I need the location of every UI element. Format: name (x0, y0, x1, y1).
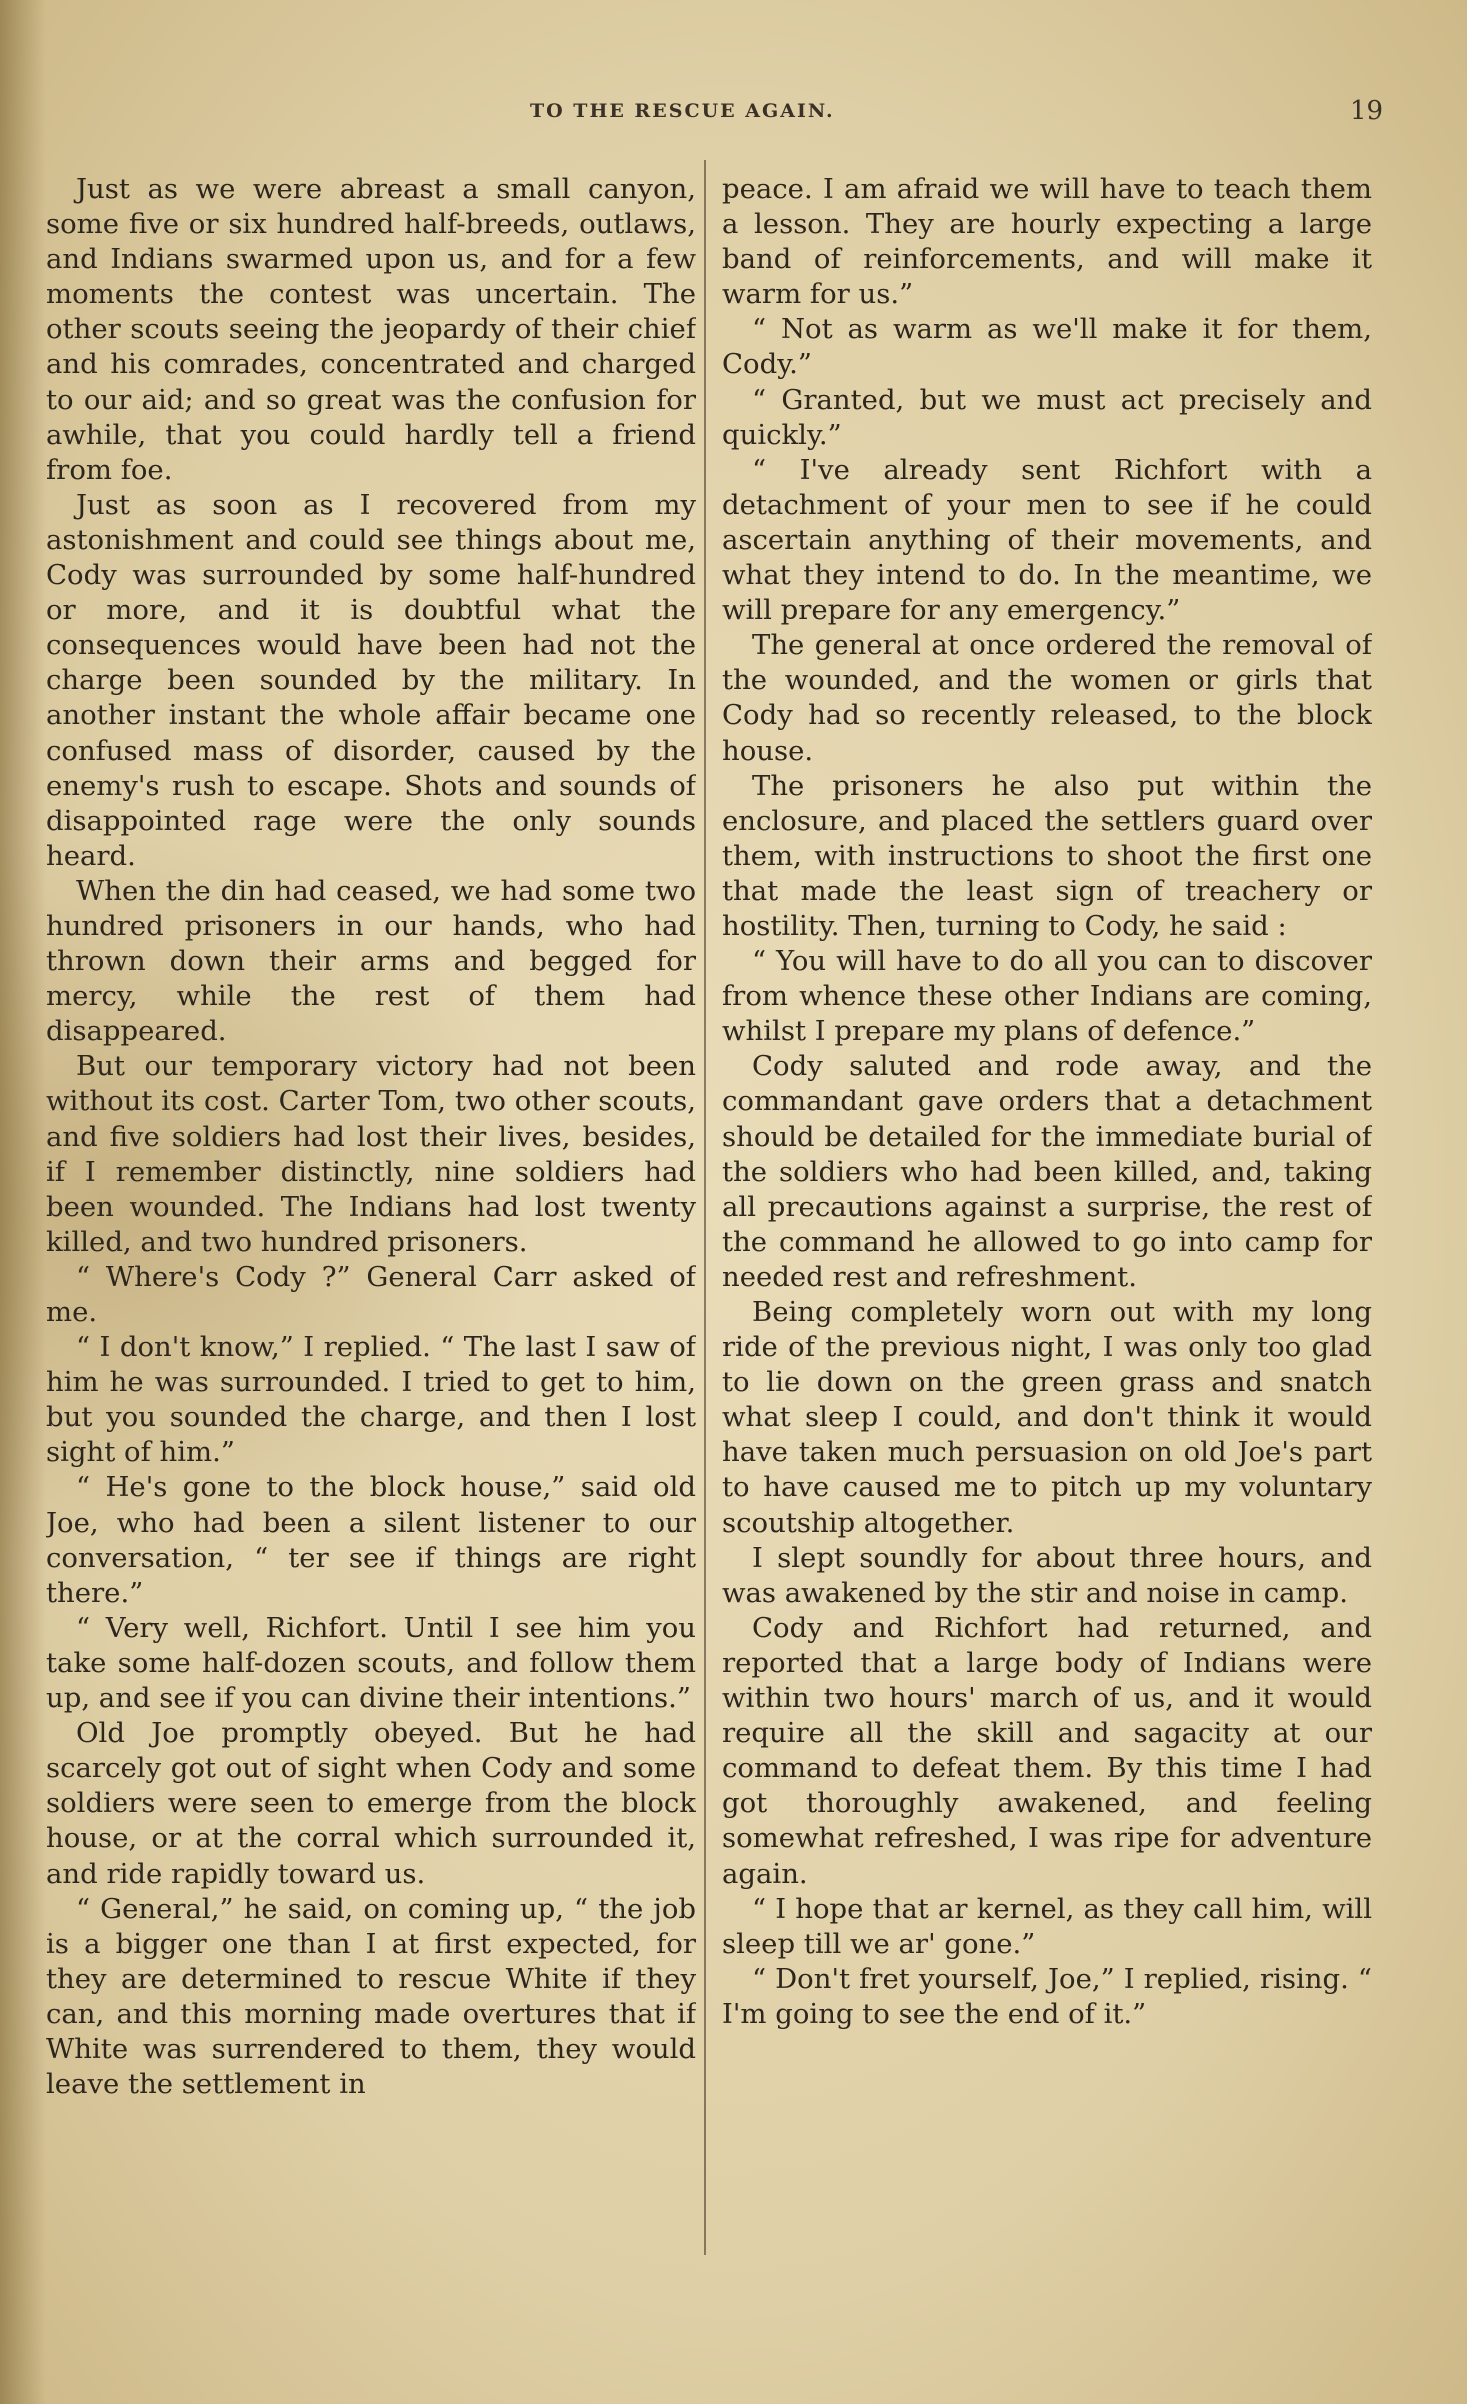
paragraph: Being completely worn out with my long ride of the previous night, I was only too glad to lie down on the green grass and snatch what sleep I could, and don't think it would have taken much persuasion on old Joe's part to have caused me to pitch up my voluntary scoutship altogether. (722, 1296, 1372, 1539)
paragraph: “ Not as warm as we'll make it for them, Cody.” (722, 313, 1372, 381)
paragraph: “ You will have to do all you can to discover from whence these other Indians are coming, whilst I prepare my plans of defence.” (722, 945, 1372, 1048)
paragraph: But our temporary victory had not been without its cost. Carter Tom, two other scouts, and five soldiers had lost their lives, besides, if I remember distinctly, nine soldiers had been wounded. The Indians had lost twenty killed, and two hundred prisoners. (46, 1050, 696, 1258)
paragraph: The prisoners he also put within the enclosure, and placed the settlers guard over them, with instructions to shoot the first one that made the least sign of treachery or hostility. Then, turning to Cody, he said : (722, 769, 1372, 942)
paragraph: Old Joe promptly obeyed. But he had scarcely got out of sight when Cody and some soldiers were seen to emerge from the block house, or at the corral which surrounded it, and ride rapidly toward us. (46, 1717, 696, 1890)
page-header (0, 96, 1467, 132)
left-column (46, 172, 696, 2252)
paragraph: “ I don't know,” I replied. “ The last I saw of him he was surrounded. I tried to get to him, but you sounded the charge, and then I lost sight of him.” (46, 1331, 696, 1469)
paragraph: “ Granted, but we must act precisely and quickly.” (722, 383, 1372, 451)
paragraph: “ I hope that ar kernel, as they call him, will sleep till we ar' gone.” (722, 1892, 1372, 1960)
paragraph: “ He's gone to the block house,” said old Joe, who had been a silent listener to our conversation, “ ter see if things are right there.” (46, 1471, 696, 1609)
page-gutter-shadow (0, 0, 46, 2404)
paragraph: “ Don't fret yourself, Joe,” I replied, rising. “ I'm going to see the end of it.” (722, 1962, 1372, 2030)
paragraph: Just as we were abreast a small canyon, some five or six hundred half-breeds, outlaws, and Indians swarmed upon us, and for a few moments the contest was uncertain. The other scouts seeing the jeopardy of their chief and his comrades, concentrated and charged to our aid; and so great was the confusion for awhile, that you could hardly tell a friend from foe. (46, 173, 696, 486)
paragraph: Cody saluted and rode away, and the commandant gave orders that a detachment should be detailed for the immediate burial of the soldiers who had been killed, and, taking all precautions against a surprise, the rest of the command he allowed to go into camp for needed rest and refreshment. (722, 1050, 1372, 1293)
paragraph: “ Very well, Richfort. Until I see him you take some half-dozen scouts, and follow them up, and see if you can divine their intentions.” (46, 1611, 696, 1715)
paragraph: When the din had ceased, we had some two hundred prisoners in our hands, who had thrown down their arms and begged for mercy, while the rest of them had disappeared. (46, 874, 696, 1048)
paragraph: “ Where's Cody ?” General Carr asked of me. (46, 1260, 696, 1328)
continued-paragraph: peace. I am afraid we will have to teach them a lesson. They are hourly expecting a large band of reinforcements, and will make it warm for us.” (722, 173, 1372, 311)
running-title: TO THE RESCUE AGAIN. (530, 100, 835, 122)
right-column (722, 172, 1372, 2252)
paragraph: “ I've already sent Richfort with a detachment of your men to see if he could ascertain anything of their movements, and what they intend to do. In the meantime, we will prepare for any emergency.” (722, 453, 1372, 627)
column-divider (704, 160, 706, 2255)
paragraph: I slept soundly for about three hours, and was awakened by the stir and noise in camp. (722, 1541, 1372, 1609)
paragraph: The general at once ordered the removal of the wounded, and the women or girls that Cody had so recently released, to the block house. (722, 629, 1372, 767)
paragraph: Just as soon as I recovered from my astonishment and could see things about me, Cody was surrounded by some half-hundred or more, and it is doubtful what the consequences would have been had not the charge been sounded by the military. In another instant the whole affair became one confused mass of disorder, caused by the enemy's rush to escape. Shots and sounds of disappointed rage were the only sounds heard. (46, 488, 696, 872)
paragraph: “ General,” he said, on coming up, “ the job is a bigger one than I at first expected, for they are determined to rescue White if they can, and this morning made overtures that if White was surrendered to them, they would leave the settlement in (46, 1892, 696, 2101)
paragraph: Cody and Richfort had returned, and reported that a large body of Indians were within two hours' march of us, and it would require all the skill and sagacity at our command to defeat them. By this time I had got thoroughly awakened, and feeling somewhat refreshed, I was ripe for adventure again. (722, 1611, 1372, 1890)
page-number: 19 (1350, 96, 1384, 126)
